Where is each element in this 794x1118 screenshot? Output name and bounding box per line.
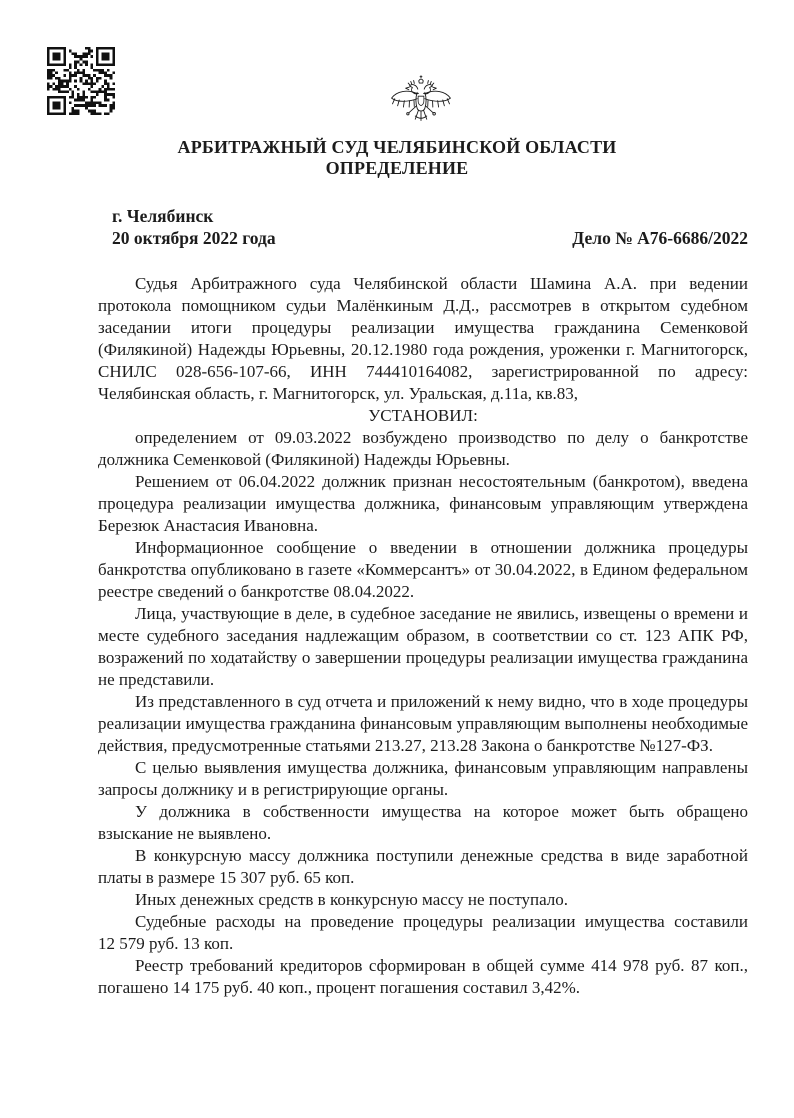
body-paragraph: определением от 09.03.2022 возбуждено производство по делу о банкротстве должника Семенковой (Филякиной) Надежды Юрьевны. [98, 428, 748, 469]
body-paragraph: Судебные расходы на проведение процедуры реализации имущества составили 12 579 руб. 13 коп. [98, 912, 748, 953]
document-type-title: ОПРЕДЕЛЕНИЕ [325, 158, 469, 178]
body-paragraph: Из представленного в суд отчета и приложений к нему видно, что в ходе процедуры реализации имущества гражданина финансовым управляющим выполнены необходимые действия, предусмотренные статьями 213.27, 213.28 Закона о банкротстве №127-ФЗ. [98, 692, 748, 755]
body-paragraph: Иных денежных средств в конкурсную массу не поступало. [135, 890, 569, 909]
city-line: г. Челябинск [112, 206, 214, 226]
body-paragraph: Реестр требований кредиторов сформирован в общей сумме 414 978 руб. 87 коп., погашено 14 175 руб. 40 коп., процент погашения составил 3,42%. [98, 956, 748, 997]
russian-coat-of-arms-icon [389, 75, 453, 134]
body-paragraph: С целью выявления имущества должника, финансовым управляющим направлены запросы должнику и в регистрирующие органы. [98, 758, 748, 799]
document-body [98, 273, 748, 999]
date-line: 20 октября 2022 года [112, 228, 276, 248]
case-meta [112, 205, 748, 249]
body-paragraph: Информационное сообщение о введении в отношении должника процедуры банкротства опубликовано в газете «Коммерсантъ» от 30.04.2022, в Едином федеральном реестре сведений о банкротстве 08.04.2022. [98, 538, 748, 601]
intro-paragraph: Судья Арбитражного суда Челябинской области Шамина А.А. при ведении протокола помощником судьи Малёнкиным Д.Д., рассмотрев в открытом судебном заседании итоги процедуры реализации имущества гражданина Семенковой (Филякиной) Надежды Юрьевны, 20.12.1980 года рождения, уроженки г. Магнитогорск, СНИЛС 028-656-107-66, ИНН 744410164082, зарегистрированной по адресу: Челябинская область, г. Магнитогорск, ул. Уральская, д.11а, кв.83, [98, 274, 748, 403]
body-paragraph: Лица, участвующие в деле, в судебное заседание не явились, извещены о времени и месте судебного заседания надлежащим образом, в соответствии со ст. 123 АПК РФ, возражений по ходатайству о завершении процедуры реализации имущества гражданина не представили. [98, 604, 748, 689]
body-paragraph: Решением от 06.04.2022 должник признан несостоятельным (банкротом), введена процедура реализации имущества должника, финансовым управляющим утверждена Березюк Анастасия Ивановна. [98, 472, 748, 535]
body-paragraph: У должника в собственности имущества на которое может быть обращено взыскание не выявлено. [98, 802, 748, 843]
resolution-heading: УСТАНОВИЛ: [368, 406, 478, 425]
case-number: Дело № А76-6686/2022 [572, 228, 748, 248]
qr-code [47, 47, 115, 115]
body-paragraph: В конкурсную массу должника поступили денежные средства в виде заработной платы в размере 15 307 руб. 65 коп. [98, 846, 748, 887]
court-name: АРБИТРАЖНЫЙ СУД ЧЕЛЯБИНСКОЙ ОБЛАСТИ [177, 137, 617, 157]
